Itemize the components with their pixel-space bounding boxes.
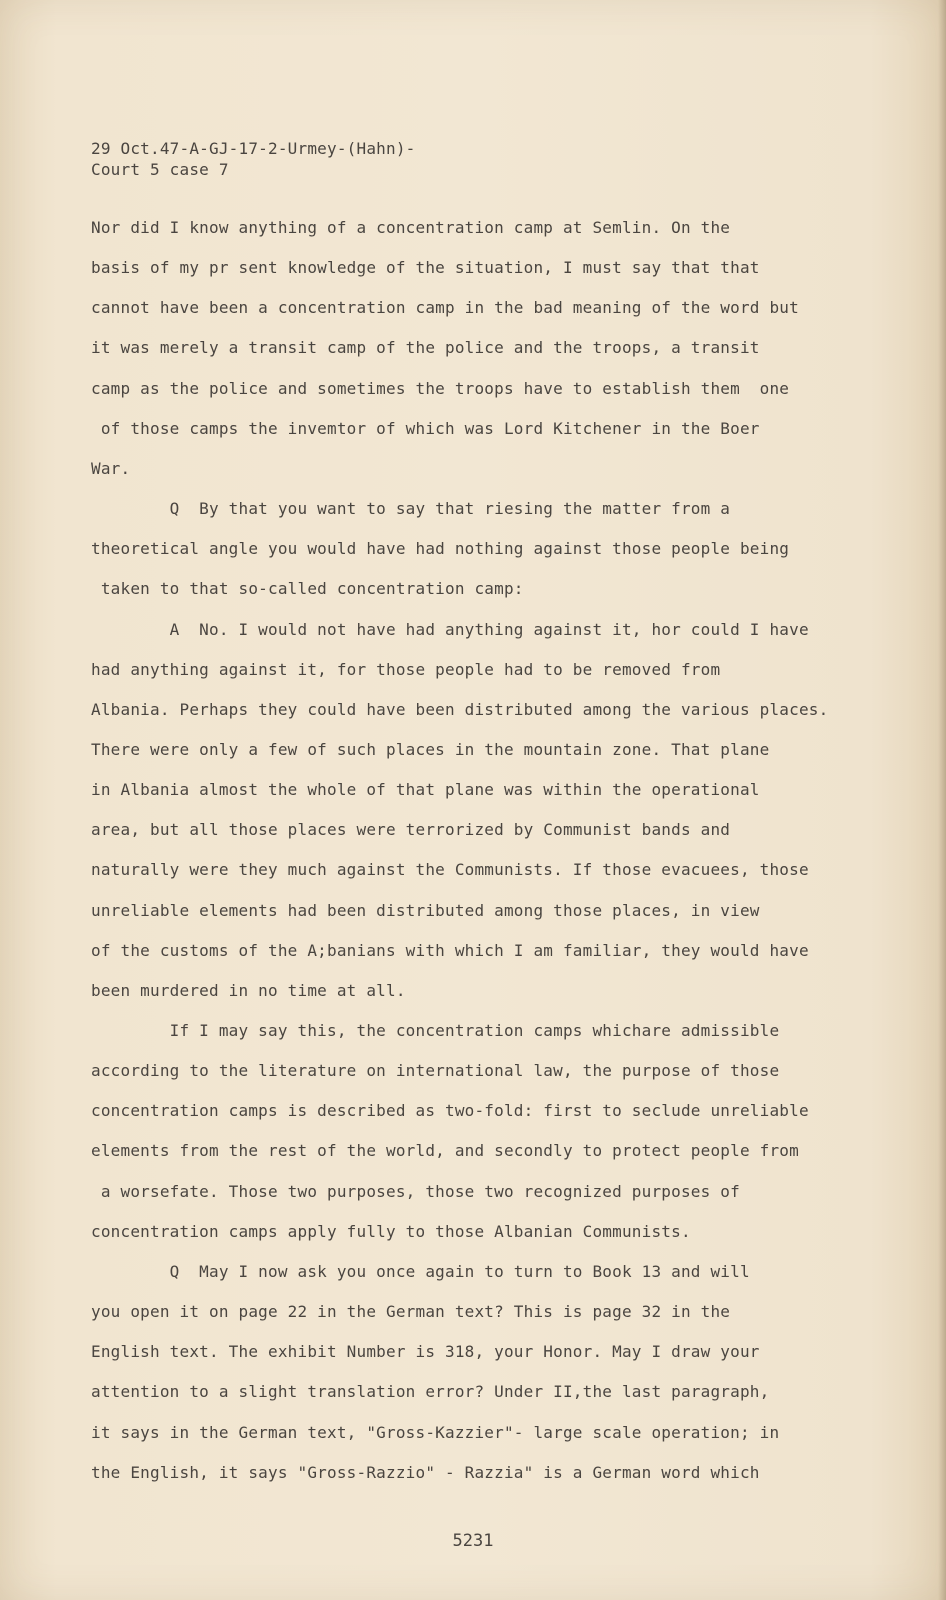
transcript-line: attention to a slight translation error? Under II,the last paragraph, (91, 1382, 770, 1402)
transcript-line: Q By that you want to say that riesing the matter from a (91, 499, 731, 519)
transcript-line: Nor did I know anything of a concentration camp at Semlin. On the (91, 218, 731, 237)
transcript-line: If I may say this, the concentration camps whichare admissible (91, 1021, 780, 1040)
header-reference: 29 Oct.47-A-GJ-17-2-Urmey-(Hahn)- (91, 139, 416, 158)
transcript-line: area, but all those places were terrorized by Communist bands and (91, 820, 731, 840)
transcript-line: it was merely a transit camp of the police and the troops, a transit (91, 338, 760, 358)
header-court: Court 5 case 7 (91, 160, 229, 179)
transcript-line: in Albania almost the whole of that plane was within the operational (91, 780, 760, 800)
transcript-line: of the customs of the A;banians with which I am familiar, they would have (91, 940, 809, 960)
transcript-line: naturally were they much against the Communists. If those evacuees, those (91, 860, 809, 880)
transcript-line: of those camps the invemtor of which was Lord Kitchener in the Boer (91, 418, 760, 438)
transcript-line: A No. I would not have had anything against it, hor could I have (91, 619, 809, 639)
transcript-line: according to the literature on international law, the purpose of those (91, 1061, 780, 1081)
transcript-line: theoretical angle you would have had nothing against those people being (91, 539, 790, 559)
transcript-line: taken to that so-called concentration camp: (91, 579, 524, 599)
transcript-line: had anything against it, for those people had to be removed from (91, 659, 721, 679)
page-edge-shadow (938, 0, 946, 1600)
transcript-line: Q May I now ask you once again to turn to Book 13 and will (91, 1261, 750, 1281)
transcript-line: basis of my pr sent knowledge of the situation, I must say that that (91, 258, 760, 278)
transcript-line: concentration camps apply fully to those Albanian Communists. (91, 1221, 691, 1241)
page-number: 5231 (452, 1531, 494, 1551)
transcript-line: unreliable elements had been distributed among those places, in view (91, 900, 760, 920)
transcript-line: a worsefate. Those two purposes, those two recognized purposes of (91, 1181, 740, 1201)
transcript-line: There were only a few of such places in the mountain zone. That plane (91, 739, 770, 759)
transcript-line: cannot have been a concentration camp in the bad meaning of the word but (91, 298, 799, 318)
transcript-line: elements from the rest of the world, and secondly to protect people from (91, 1141, 799, 1161)
transcript-line: camp as the police and sometimes the troops have to establish them one (91, 378, 790, 398)
transcript-line: English text. The exhibit Number is 318, your Honor. May I draw your (91, 1342, 760, 1362)
transcript-line: Albania. Perhaps they could have been distributed among the various places. (91, 699, 829, 719)
transcript-line: concentration camps is described as two-fold: first to seclude unreliable (91, 1101, 809, 1121)
transcript-line: been murdered in no time at all. (91, 980, 406, 1000)
transcript-line: you open it on page 22 in the German text? This is page 32 in the (91, 1302, 731, 1322)
transcript-line: it says in the German text, "Gross-Kazzier"- large scale operation; in (91, 1422, 780, 1442)
transcript-line: War. (91, 458, 131, 478)
transcript-line: the English, it says "Gross-Razzio" - Razzia" is a German word which (91, 1462, 760, 1482)
